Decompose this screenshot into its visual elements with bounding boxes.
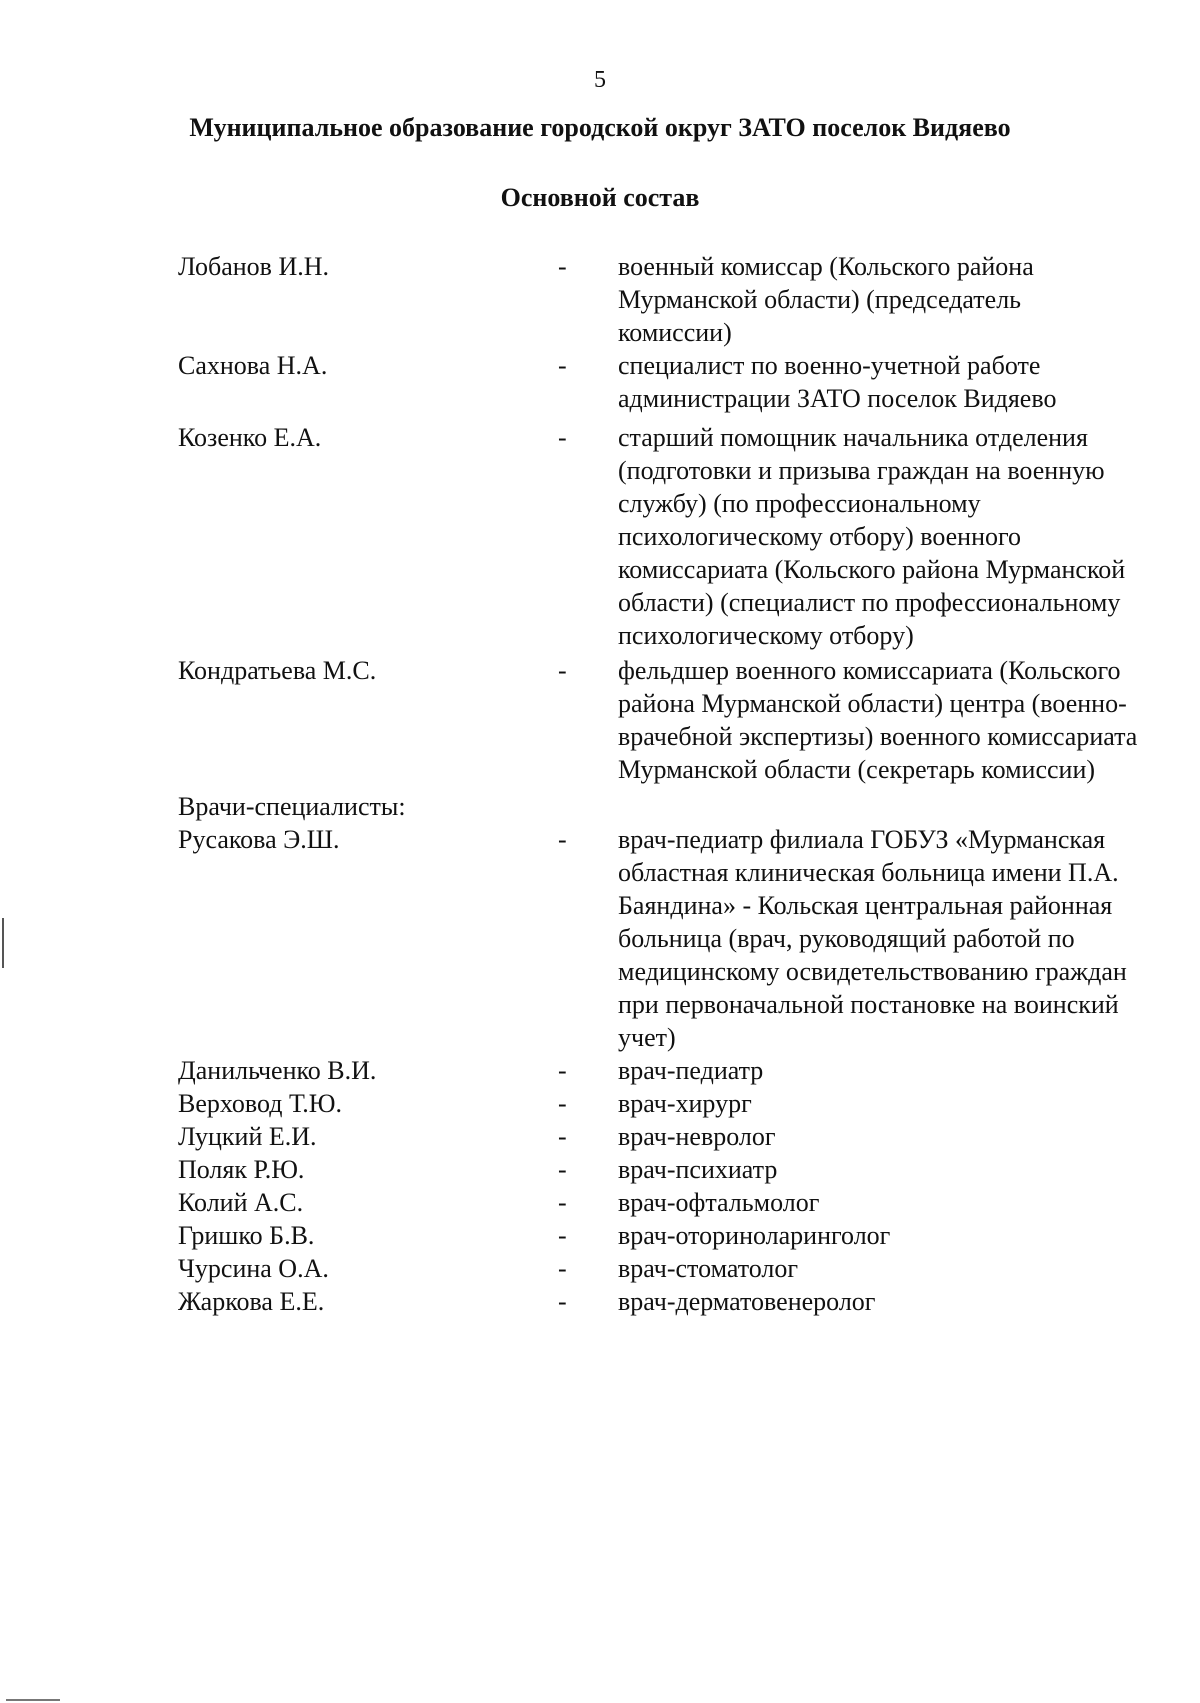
member-name: Лобанов И.Н. [178, 252, 329, 281]
member-role: специалист по военно-учетной работе администрации ЗАТО поселок Видяево [618, 351, 1057, 413]
separator-dash: - [558, 1122, 567, 1151]
doctor-name: Верховод Т.Ю. [178, 1089, 342, 1118]
section-title: Основной состав [500, 183, 700, 212]
doctor-role: врач-хирург [618, 1089, 752, 1118]
doctor-name: Луцкий Е.И. [178, 1122, 317, 1151]
doctor-role: врач-педиатр [618, 1056, 764, 1085]
doctor-name: Жаркова Е.Е. [178, 1287, 325, 1316]
member-row [178, 421, 1158, 652]
separator-dash: - [558, 1287, 567, 1316]
member-row [178, 654, 1158, 786]
separator-dash: - [558, 1254, 567, 1283]
doctor-role: врач-психиатр [618, 1155, 778, 1184]
separator-dash: - [558, 656, 567, 685]
doctor-name: Русакова Э.Ш. [178, 825, 340, 854]
doctor-row [178, 1285, 1158, 1318]
doctor-name: Данильченко В.И. [178, 1056, 377, 1085]
separator-dash: - [558, 1056, 567, 1085]
member-name: Кондратьева М.С. [178, 656, 377, 685]
doctor-role: врач-дерматовенеролог [618, 1287, 876, 1316]
separator-dash: - [558, 825, 567, 854]
doctors-group-label: Врачи-специалисты: [178, 792, 406, 821]
separator-dash: - [558, 351, 567, 380]
doctor-row [178, 1219, 1158, 1252]
scan-edge-mark [2, 918, 4, 968]
doctor-row [178, 1120, 1158, 1153]
doctor-row [178, 823, 1158, 1054]
member-role: старший помощник начальника отделения (подготовки и призыва граждан на военную службу) (по профессиональному психологическому отбору) военного комиссариата (Кольского района Мурманской области) (специалист по профессиональному психологическому отбору) [618, 423, 1126, 650]
doctor-row [178, 1252, 1158, 1285]
doctor-role: врач-невролог [618, 1122, 776, 1151]
separator-dash: - [558, 1155, 567, 1184]
member-role: военный комиссар (Кольского района Мурманской области) (председатель комиссии) [618, 252, 1034, 347]
separator-dash: - [558, 252, 567, 281]
scan-footer-mark [6, 1699, 60, 1701]
member-row [178, 349, 1158, 415]
page-number: 5 [594, 67, 606, 93]
doctor-row [178, 1186, 1158, 1219]
document-title: Муниципальное образование городской округ ЗАТО поселок Видяево [189, 113, 1011, 142]
doctor-row [178, 1087, 1158, 1120]
doctor-name: Колий А.С. [178, 1188, 304, 1217]
doctor-name: Чурсина О.А. [178, 1254, 329, 1283]
separator-dash: - [558, 1089, 567, 1118]
commission-members-list [178, 250, 1158, 1318]
doctor-row [178, 1153, 1158, 1186]
doctor-name: Поляк Р.Ю. [178, 1155, 305, 1184]
doctor-role: врач-офтальмолог [618, 1188, 820, 1217]
doctor-role: врач-стоматолог [618, 1254, 799, 1283]
separator-dash: - [558, 1188, 567, 1217]
doctor-name: Гришко Б.В. [178, 1221, 315, 1250]
separator-dash: - [558, 1221, 567, 1250]
member-name: Козенко Е.А. [178, 423, 322, 452]
member-row [178, 250, 1158, 349]
separator-dash: - [558, 423, 567, 452]
member-name: Сахнова Н.А. [178, 351, 328, 380]
doctor-row [178, 1054, 1158, 1087]
doctor-role: врач-педиатр филиала ГОБУЗ «Мурманская областная клиническая больница имени П.А. Баяндина» - Кольская центральная районная больница (врач, руководящий работой по медицинскому освидетельствованию граждан при первоначальной постановке на воинский учет) [618, 825, 1127, 1052]
member-role: фельдшер военного комиссариата (Кольского района Мурманской области) центра (военно-врачебной экспертизы) военного комиссариата Мурманской области (секретарь комиссии) [618, 656, 1138, 784]
doctor-role: врач-оториноларинголог [618, 1221, 891, 1250]
